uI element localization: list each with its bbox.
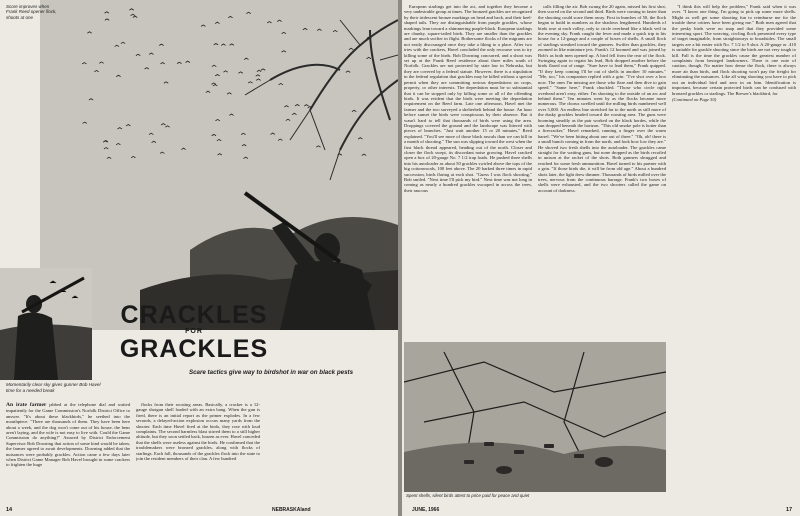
continued-note: (Continued on Page 50)	[672, 96, 717, 102]
title-line-2: GRACKLES	[119, 335, 269, 363]
inset-photo	[0, 268, 92, 380]
issue-date: JUNE, 1966	[412, 507, 440, 513]
article-subtitle: Scare tactics give way to birdshot in war on black pests	[188, 369, 354, 376]
shells-photo-art	[404, 342, 666, 492]
title-for: FOR	[185, 328, 203, 335]
photo-caption: Momentarily clear sky gives gunner Bob Havel time for a needed break	[6, 382, 101, 393]
hunter-photo	[40, 0, 398, 330]
column-4-text: calls filling the air. Bob swung the 20 again, missed his first shot, then scored on the second and third. Birds were coming in faster than the shooting could scare them away. First in bunches of 50, the flock began to build in numbers as the shadows lengthened. Hundreds of birds rose at each volley, only to circle overhead like a black veil in the evening sky. Frank caught the fever and made a quick trip to his house for a 12-gauge and a couple of boxes of shells. A small flock of starlings streaked toward the gunners. Swifter than grackles, they zoomed in like miniature jets. Frank's 12 boomed and was joined by Bob's as both men opened up. A bird fell from the rear of the flock. Swinging again to regain his lead, Bob dropped another before the birds flared out of range. "Sure have to lead them," Frank quipped. "If they keep coming I'll be out of shells in another 10 minutes." "Me, too," his companion replied with a grin. "I've shot over a box now. The ones I'm missing are those who flare and then dive to gain speed." "Same here," Frank chuckled. "Those who circle right overhead aren't easy, either. I'm shooting to the outside of an arc and behind them." Ten minutes went by as the flocks became more numerous. The chorus swelled until the milling birds numbered well over 5,000. An endless line stretched far to the north as still more of the dusky grackles headed toward the roosting area. The guns were booming steadily as the pair worked on the black hordes, while the sun dropped beneath the horizon. "This old smoke pole is hotter than a firecracker," Havel remarked, running a finger over the warm barrel. "We've been hitting about one out of three." "Oh, oh! there is a small bunch coming in from the north, and look how low they are." He shoved two fresh shells into the autoloader. The grackles came straight for the waiting guns, but none dropped as the birds recoiled in unison at the racket of the shots. Both gunners shrugged and reached for some fresh ammunition. Havel turned to his partner with a grin. "If those birds die, it will be from old age." About a hundred shots later, the light drew dimmer. Thousands of birds milled over the trees, nervous from the continuous barrage. Frank's two boxes of shells were exhausted, and the two shooters called the game on account of darkness.	[538, 4, 666, 193]
shells-caption: Spent shells, silent birds attest to price paid for peace and quiet	[406, 493, 530, 498]
hunter-photo-art	[40, 0, 398, 330]
right-page-number: 17	[786, 507, 793, 513]
column-3-text: European starlings get into the act, and together they become a very undesirable group at times. The bronzed grackles are recognized by their iridescent bronze markings on head and back, and their keel-shaped tails. They are distinguishable from purple grackles, whose markings lean toward a shimmering purple-black. European starlings are chunky, square-tailed birds. They are smaller than the grackles and are much swifter in flight. Bothersome flocks of the migrants are not easily discouraged once they take a liking to a place. After two tries with the crackers, Havel concluded the only recourse was to try killing some of the birds. Bob Downing concurred, and a shoot was set up at the Frank Reed residence about three miles south of Norfolk. Grackles are not protected by state law in Nebraska, but they are covered by a federal statute. However, there is a stipulation in the federal regulation that grackles may be killed without a special permit when they are committing serious depredations on crops, property, or other interests. The depredation must be so substantial that it can be stopped only by killing some or all of the offending birds. It was evident that the birds were meeting the depredation requirement on the Reed farm. Late one afternoon, Havel met the farmer and the two surveyed a shelterbelt behind the house. An hour before sunset the birds were conspicuous by their absence. But it wasn't hard to tell that thousands of birds were using the area. Droppings covered the ground and the landscape was littered with pieces of branches. "Just wait another 15 or 20 minutes," Reed explained. "You'll see more of those black rascals than we can kill in a month of shooting." The sun was slipping toward the west when the first black thread appeared, heading out of the north. Closer and closer the flock swept, its discordant noise growing. Havel cracked open a box of 20-gauge No. 7 1/2 trap loads. He pushed three shells into his autoloader as about 50 grackles swirled above the tops of the big cottonwoods, 100 feet above. The 20 barked three times in rapid succession, birds flaring at each shot. "Guess I was flock shooting," Bob smiled. "Next time I'll pick my bird." Next time was not long in coming as nearly a hundred grackles swooped in across the trees, their raucous	[404, 4, 532, 193]
right-page	[402, 0, 800, 516]
inset-photo-art	[0, 268, 92, 380]
column-1	[6, 402, 130, 508]
shells-photo	[404, 342, 666, 492]
column-1-text: jabbed at the telephone dial and waited impatiently for the Game Commission's Norfolk District Office to answer. "It's about these blackbirds," he seethed into the mouthpiece. "There are thousands of them. They have been here about a week, and the dog won't come out of his house, the hens aren't laying, and the wife is not easy to live with. Could the Game Commission do anything?" Assured by District Enforcement Supervisor Bob Downing that action of some kind would be taken, the farmer agreed to await developments. Downing added that the nuisances were probably grackles. Action came a few days later when District Game Manager Bob Havel brought in some crackers to frighten the huge	[6, 402, 130, 468]
column-5	[672, 4, 796, 504]
lead-in: An irate farmer	[6, 402, 47, 408]
column-4	[538, 4, 666, 358]
article-title	[110, 302, 278, 362]
left-page-number: 14	[6, 507, 13, 513]
column-2-text: flocks from their roosting areas. Basically, a cracker is a 12-gauge shotgun shell loaded with an extra bang. When the gun is fired, there is an initial report as the primer explodes. In a few seconds, a delayed-action explosion occurs many yards from the shooter. Each time Havel fired at the birds, they rose with loud complaints. The second harmless blast stirred them to a still higher altitude, but they soon settled back, brazen as ever. Havel conceded that the shells were useless against the birds. He confirmed that the troublemakers were bronzed grackles, along with flocks of starlings. Each fall, thousands of the grackles flock into the state to join the resident members of their clan. A few hundred	[136, 402, 260, 462]
magazine-name: NEBRASKAland	[272, 507, 311, 513]
column-3-text-block	[404, 4, 532, 358]
left-page	[0, 0, 398, 516]
inset-caption: Score improves when Frank Reed opener flock, shoots at one	[6, 4, 57, 20]
column-5-text: "I think this will help the problem," Frank said when it was over. "I know one thing, I'm going to pick up some more shells. Might as well get some shooting fun to reimburse me for the trouble these critters have been giving me." Both men agreed that the pesky birds were no snap and that they provided some interesting sport. The weaving, circling flock presented every type of target imaginable, from straightaways to broadsides. The small targets are a bit easier with No. 7 1/2 to 9 shot. A 20-gauge or .410 is suitable for grackle shooting since the birds are not very tough to kill. Fall is the time the grackles cause the greatest number of complaints from besieged landowners. There is one note of caution, though. No matter how dense the flock, there is always more air than birds, and flock shooting won't pay the freight for eliminating the nuisances. Like all wing shooting you have to pick out an individual bird and zero in on him. Identification is important, because certain protected birds can be confused with bronzed grackles or starlings. The Brewer's blackbird, for	[672, 4, 796, 96]
title-line-1: CRACKLES	[120, 301, 268, 329]
column-2	[136, 402, 260, 508]
